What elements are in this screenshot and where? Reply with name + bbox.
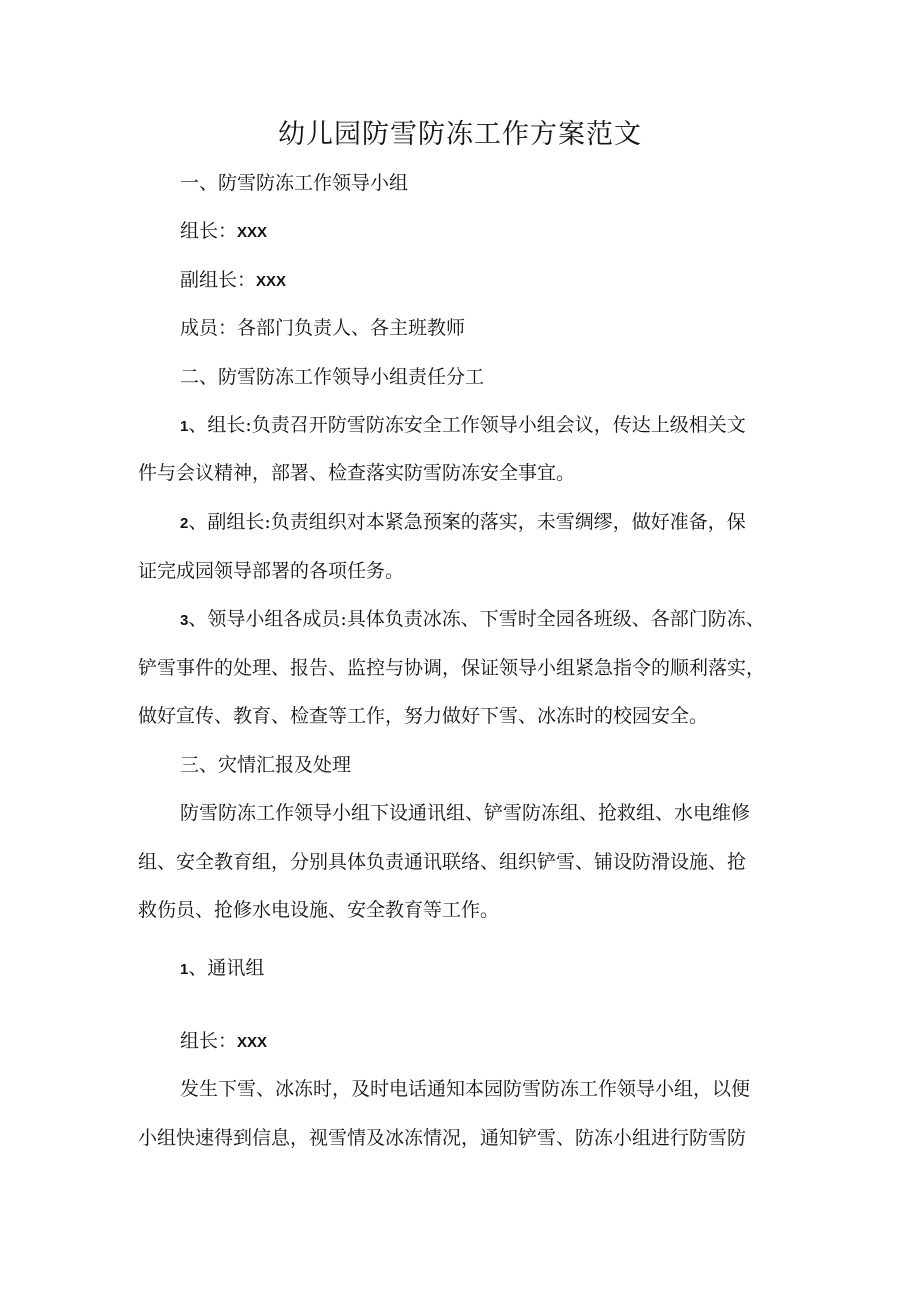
duty-1-line-2: 件与会议精神，部署、检查落实防雪防冻安全事宜。 bbox=[138, 462, 576, 484]
duty-2-number: 2 bbox=[180, 515, 189, 532]
subsection-number: 1 bbox=[180, 961, 189, 978]
duty-3-number: 3 bbox=[180, 612, 189, 629]
section-2-heading: 二、防雪防冻工作领导小组责任分工 bbox=[180, 366, 485, 388]
duty-3-text: 、领导小组各成员:具体负责冰冻、下雪时全园各班级、各部门防冻、 bbox=[188, 608, 765, 630]
duty-2-line-1 bbox=[180, 509, 782, 537]
duty-1-line-1 bbox=[180, 412, 798, 440]
deputy-value: XXX bbox=[256, 273, 287, 290]
subsection-title: 、通讯组 bbox=[188, 957, 265, 979]
section-1-heading: 一、防雪防冻工作领导小组 bbox=[180, 172, 409, 194]
deputy-leader-line bbox=[180, 267, 840, 295]
duty-2-line-2: 证完成园领导部署的各项任务。 bbox=[138, 560, 405, 582]
comms-para-line-1: 发生下雪、冰冻时，及时电话通知本园防雪防冻工作领导小组，以便 bbox=[180, 1078, 751, 1100]
duty-3-line-2: 铲雪事件的处理、报告、监控与协调，保证领导小组紧急指令的顺利落实， bbox=[138, 657, 766, 679]
comms-leader-label: 组长： bbox=[180, 1030, 238, 1052]
document-title: 幼儿园防雪防冻工作方案范文 bbox=[278, 119, 642, 150]
leader-line bbox=[180, 218, 840, 246]
comms-leader-value: XXX bbox=[237, 1034, 268, 1051]
deputy-label: 副组长： bbox=[180, 269, 257, 291]
section-3-para-line-2: 组、安全教育组，分别具体负责通讯联络、组织铲雪、铺设防滑设施、抢 bbox=[138, 851, 747, 873]
duty-3-line-3: 做好宣传、教育、检查等工作，努力做好下雪、冰冻时的校园安全。 bbox=[138, 705, 709, 727]
section-3-heading: 三、灾情汇报及处理 bbox=[180, 754, 352, 776]
leader-label: 组长： bbox=[180, 220, 238, 242]
section-3-para-line-1: 防雪防冻工作领导小组下设通讯组、铲雪防冻组、抢救组、水电维修 bbox=[180, 802, 751, 824]
duty-3-line-1 bbox=[180, 606, 798, 634]
duty-1-number: 1 bbox=[180, 418, 189, 435]
duty-2-text: 、副组长:负责组织对本紧急预案的落实，未雪绸缪，做好准备，保 bbox=[188, 511, 746, 533]
members-line: 成员：各部门负责人、各主班教师 bbox=[180, 317, 466, 339]
section-3-para-line-3: 救伤员、抢修水电设施、安全教育等工作。 bbox=[138, 899, 500, 921]
subsection-comms-heading bbox=[180, 955, 840, 983]
comms-leader-line bbox=[180, 1028, 840, 1056]
duty-1-text: 、组长:负责召开防雪防冻安全工作领导小组会议，传达上级相关文 bbox=[188, 414, 746, 436]
comms-para-line-2: 小组快速得到信息，视雪情及冰冻情况，通知铲雪、防冻小组进行防雪防 bbox=[138, 1127, 747, 1149]
leader-value: XXX bbox=[237, 224, 268, 241]
